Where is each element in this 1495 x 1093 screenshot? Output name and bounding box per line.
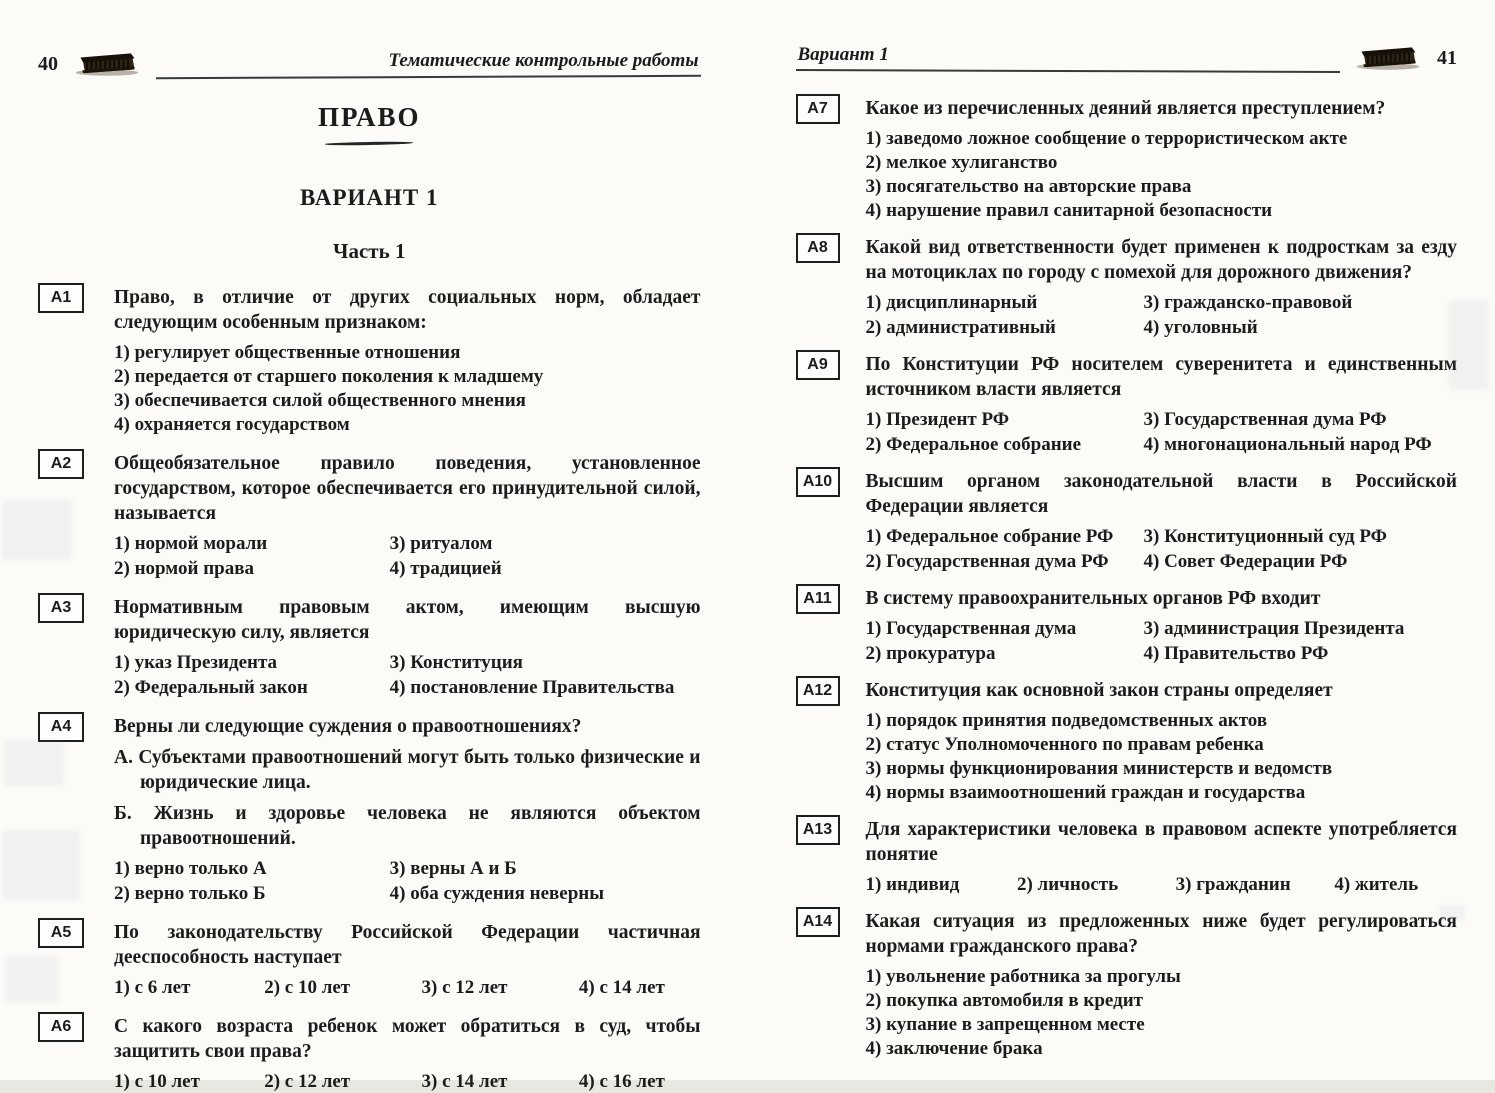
answer-option: 3) обеспечивается силой общественного мнения	[114, 390, 701, 412]
answer-option: 3) ритуалом	[390, 533, 701, 555]
temple-icon	[1355, 44, 1421, 75]
answer-option: 2) личность	[1017, 874, 1176, 896]
question-stem: Общеобязательное правило поведения, установленное государством, которое обеспечивается его принудительной силой, называется	[114, 451, 701, 526]
question-a1	[38, 283, 701, 436]
answer-option: 4) нарушение правил санитарной безопасности	[866, 200, 1458, 222]
questions-left	[38, 283, 701, 1093]
section-title: ПРАВО	[38, 102, 701, 132]
question-a5	[38, 918, 701, 999]
options-list	[114, 342, 701, 436]
question-stem: Нормативным правовым актом, имеющим высшую юридическую силу, является	[114, 595, 701, 645]
answer-option: 1) с 6 лет	[114, 977, 264, 999]
answer-option: 2) передается от старшего поколения к младшему	[114, 366, 701, 388]
running-head-wrap	[156, 50, 701, 78]
answer-option: 4) с 16 лет	[579, 1071, 701, 1093]
page-number: 41	[1437, 48, 1457, 68]
question-a3	[38, 593, 701, 699]
answer-option: 3) посягательство на авторские права	[866, 176, 1458, 198]
question-stem: С какого возраста ребенок может обратиться в суд, чтобы защитить свои права?	[114, 1014, 701, 1064]
page-right	[748, 0, 1495, 1080]
answer-option: 2) с 10 лет	[264, 977, 421, 999]
part-title: Часть 1	[38, 239, 701, 263]
question-stem: По Конституции РФ носителем суверенитета и единственным источником власти является	[866, 352, 1458, 402]
answer-option: 2) покупка автомобиля в кредит	[866, 990, 1458, 1012]
page-left	[0, 0, 748, 1080]
question-a14	[796, 907, 1458, 1060]
question-a8	[796, 233, 1458, 339]
showthrough-artifact	[2, 830, 80, 900]
question-statement: А. Субъектами правоотношений могут быть только физические и юридические лица.	[114, 745, 701, 795]
options-list	[866, 128, 1458, 222]
question-body	[866, 815, 1458, 896]
question-number-box: А5	[38, 918, 84, 948]
answer-option: 4) Совет Федерации РФ	[1144, 551, 1458, 573]
question-body	[114, 449, 701, 580]
answer-option: 2) прокуратура	[866, 643, 1144, 665]
answer-option: 1) нормой морали	[114, 533, 390, 555]
question-number-box: А14	[796, 907, 840, 937]
answer-option: 3) с 12 лет	[422, 977, 579, 999]
answer-option: 1) дисциплинарный	[866, 292, 1144, 314]
question-a9	[796, 350, 1458, 456]
options-list	[114, 652, 701, 699]
question-number-box: А12	[796, 676, 840, 706]
answer-option: 3) нормы функционирования министерств и ведомств	[866, 758, 1458, 780]
answer-option: 2) Федеральное собрание	[866, 434, 1144, 456]
question-a6	[38, 1012, 701, 1093]
answer-option: 1) указ Президента	[114, 652, 390, 674]
question-a7	[796, 94, 1458, 222]
question-number-box: А9	[796, 350, 840, 380]
answer-option: 3) гражданско-правовой	[1144, 292, 1458, 314]
question-stem: В систему правоохранительных органов РФ входит	[866, 586, 1458, 611]
question-number-box: А3	[38, 593, 84, 623]
question-body	[114, 918, 701, 999]
questions-right	[796, 94, 1458, 1060]
question-number-box: А6	[38, 1012, 84, 1042]
question-body	[866, 584, 1458, 665]
options-list	[114, 977, 701, 999]
options-list	[866, 966, 1458, 1060]
running-head-wrap	[796, 44, 1340, 72]
header-rule	[795, 69, 1339, 73]
answer-option: 3) Государственная дума РФ	[1144, 409, 1458, 431]
answer-option: 4) нормы взаимоотношений граждан и государства	[866, 782, 1458, 804]
answer-option: 1) заведомо ложное сообщение о террористическом акте	[866, 128, 1458, 150]
running-head: Тематические контрольные работы	[156, 50, 701, 72]
answer-option: 3) гражданин	[1176, 874, 1335, 896]
options-list	[114, 1071, 701, 1093]
answer-option: 4) с 14 лет	[579, 977, 701, 999]
answer-option: 2) нормой права	[114, 558, 390, 580]
answer-option: 1) Федеральное собрание РФ	[866, 526, 1144, 548]
question-number-box: А2	[38, 449, 84, 479]
answer-option: 3) Конституция	[390, 652, 701, 674]
question-stem: Для характеристики человека в правовом аспекте употребляется понятие	[866, 817, 1458, 867]
answer-option: 4) традицией	[390, 558, 701, 580]
question-body	[114, 593, 701, 699]
answer-option: 4) заключение брака	[866, 1038, 1458, 1060]
question-stem: Высшим органом законодательной власти в Российской Федерации является	[866, 469, 1458, 519]
answer-option: 3) с 14 лет	[422, 1071, 579, 1093]
header-rule	[156, 75, 701, 79]
question-number-box: А11	[796, 584, 840, 614]
answer-option: 3) администрация Президента	[1144, 618, 1458, 640]
answer-option: 2) верно только Б	[114, 883, 390, 905]
question-stem: По законодательству Российской Федерации частичная дееспособность наступает	[114, 920, 701, 970]
question-stem: Какая ситуация из предложенных ниже будет регулироваться нормами гражданского права?	[866, 909, 1458, 959]
question-body	[866, 350, 1458, 456]
showthrough-artifact	[1449, 300, 1489, 390]
options-list	[866, 526, 1458, 573]
question-number-box: А13	[796, 815, 840, 845]
question-a11	[796, 584, 1458, 665]
question-body	[866, 467, 1458, 573]
question-body	[866, 94, 1458, 222]
question-stem: Какой вид ответственности будет применен к подросткам за езду на мотоциклах по городу с помехой для дорожного движения?	[866, 235, 1458, 285]
page-header-left	[38, 50, 701, 78]
question-stem: Конституция как основной закон страны определяет	[866, 678, 1458, 703]
question-number-box: А10	[796, 467, 840, 497]
showthrough-artifact	[6, 955, 58, 1003]
answer-option: 4) оба суждения неверны	[390, 883, 701, 905]
variant-title: ВАРИАНТ 1	[38, 185, 701, 211]
question-statement: Б. Жизнь и здоровье человека не являются объектом правоотношений.	[114, 801, 701, 851]
answer-option: 1) Государственная дума	[866, 618, 1144, 640]
page-header-right	[796, 44, 1458, 72]
answer-option: 2) мелкое хулиганство	[866, 152, 1458, 174]
question-number-box: А7	[796, 94, 840, 124]
answer-option: 1) с 10 лет	[114, 1071, 264, 1093]
question-body	[866, 233, 1458, 339]
page-number: 40	[38, 54, 58, 74]
showthrough-artifact	[2, 500, 72, 560]
running-head: Вариант 1	[796, 44, 1340, 66]
question-body	[114, 283, 701, 436]
question-a12	[796, 676, 1458, 804]
question-a13	[796, 815, 1458, 896]
question-number-box: А1	[38, 283, 84, 313]
answer-option: 1) верно только А	[114, 858, 390, 880]
options-list	[114, 533, 701, 580]
answer-option: 3) Конституционный суд РФ	[1144, 526, 1458, 548]
question-body	[866, 676, 1458, 804]
answer-option: 1) регулирует общественные отношения	[114, 342, 701, 364]
question-a10	[796, 467, 1458, 573]
answer-option: 1) индивид	[866, 874, 1017, 896]
showthrough-artifact	[1439, 905, 1465, 921]
showthrough-artifact	[4, 740, 64, 786]
answer-option: 4) многонациональный народ РФ	[1144, 434, 1458, 456]
answer-option: 1) увольнение работника за прогулы	[866, 966, 1458, 988]
question-stem: Какое из перечисленных деяний является преступлением?	[866, 96, 1458, 121]
answer-option: 3) верны А и Б	[390, 858, 701, 880]
question-number-box: А8	[796, 233, 840, 263]
title-rule	[325, 141, 413, 146]
question-a2	[38, 449, 701, 580]
answer-option: 4) житель	[1334, 874, 1457, 896]
answer-option: 2) административный	[866, 317, 1144, 339]
answer-option: 2) Федеральный закон	[114, 677, 390, 699]
answer-option: 4) охраняется государством	[114, 414, 701, 436]
answer-option: 3) купание в запрещенном месте	[866, 1014, 1458, 1036]
question-stem: Верны ли следующие суждения о правоотношениях?	[114, 714, 701, 739]
answer-option: 4) уголовный	[1144, 317, 1458, 339]
answer-option: 4) Правительство РФ	[1144, 643, 1458, 665]
answer-option: 2) статус Уполномоченного по правам ребенка	[866, 734, 1458, 756]
options-list	[866, 618, 1458, 665]
answer-option: 1) Президент РФ	[866, 409, 1144, 431]
answer-option: 4) постановление Правительства	[390, 677, 701, 699]
question-stem: Право, в отличие от других социальных норм, обладает следующим особенным признаком:	[114, 285, 701, 335]
answer-option: 2) с 12 лет	[264, 1071, 421, 1093]
question-body	[866, 907, 1458, 1060]
options-list	[866, 292, 1458, 339]
question-number-box: А4	[38, 712, 84, 742]
question-a4	[38, 712, 701, 905]
options-list	[866, 710, 1458, 804]
options-list	[866, 409, 1458, 456]
options-list	[114, 858, 701, 905]
question-body	[114, 1012, 701, 1093]
answer-option: 1) порядок принятия подведомственных актов	[866, 710, 1458, 732]
options-list	[866, 874, 1458, 896]
temple-icon	[74, 50, 140, 81]
answer-option: 2) Государственная дума РФ	[866, 551, 1144, 573]
question-body	[114, 712, 701, 905]
